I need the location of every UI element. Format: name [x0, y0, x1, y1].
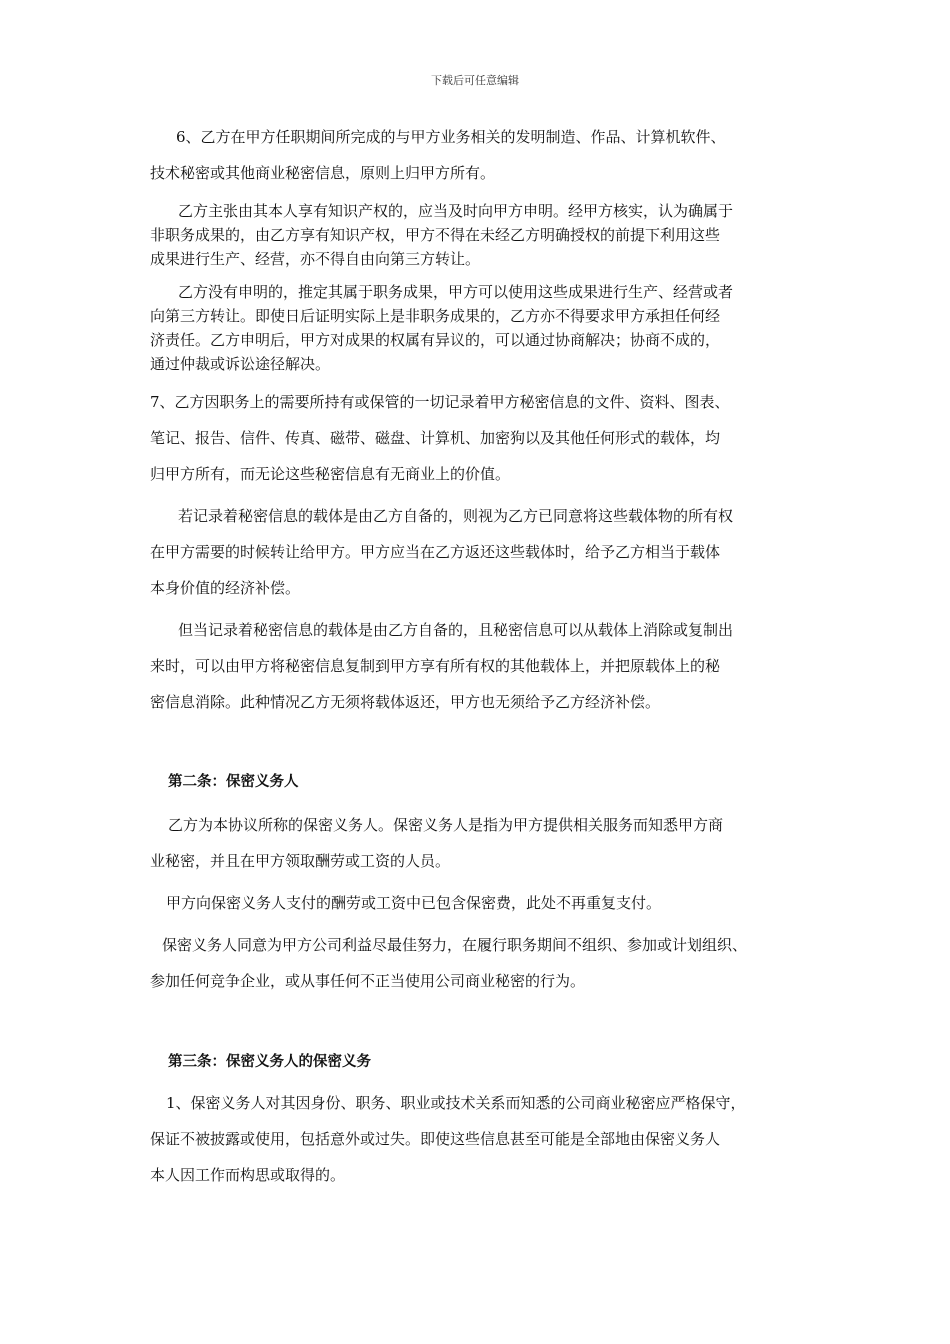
paragraph-line: 本身价值的经济补偿。: [150, 579, 301, 597]
paragraph-line: 甲方向保密义务人支付的酬劳或工资中已包含保密费，此处不再重复支付。: [166, 894, 662, 912]
page-header: 下载后可任意编辑: [431, 74, 519, 87]
paragraph-line: 密信息消除。此种情况乙方无须将载体返还，甲方也无须给予乙方经济补偿。: [150, 693, 661, 711]
paragraph-line: 若记录着秘密信息的载体是由乙方自备的，则视为乙方已同意将这些载体物的所有权: [178, 507, 734, 525]
paragraph-line: 乙方为本协议所称的保密义务人。保密义务人是指为甲方提供相关服务而知悉甲方商: [168, 816, 724, 834]
paragraph-line: 在甲方需要的时候转让给甲方。甲方应当在乙方返还这些载体时，给予乙方相当于载体: [150, 543, 721, 561]
paragraph-line: 参加任何竞争企业，或从事任何不正当使用公司商业秘密的行为。: [150, 972, 586, 990]
paragraph-line: 保证不被披露或使用，包括意外或过失。即使这些信息甚至可能是全部地由保密义务人: [150, 1130, 721, 1148]
paragraph-line: 但当记录着秘密信息的载体是由乙方自备的，且秘密信息可以从载体上消除或复制出: [178, 621, 734, 639]
paragraph-line: 通过仲裁或诉讼途径解决。: [150, 355, 331, 373]
paragraph-line: 业秘密，并且在甲方领取酬劳或工资的人员。: [150, 852, 451, 870]
paragraph-line: 来时，可以由甲方将秘密信息复制到甲方享有所有权的其他载体上，并把原载体上的秘: [150, 657, 721, 675]
section-heading: 第二条：保密义务人: [168, 774, 299, 790]
section-heading: 第三条：保密义务人的保密义务: [168, 1054, 371, 1070]
paragraph-line: 济责任。乙方申明后，甲方对成果的权属有异议的，可以通过协商解决；协商不成的，: [150, 331, 721, 349]
paragraph-line: 1、保密义务人对其因身份、职务、职业或技术关系而知悉的公司商业秘密应严格保守，: [166, 1094, 746, 1112]
paragraph-line: 6、乙方在甲方任职期间所完成的与甲方业务相关的发明制造、作品、计算机软件、: [176, 128, 726, 146]
paragraph-line: 技术秘密或其他商业秘密信息，原则上归甲方所有。: [150, 164, 496, 182]
paragraph-line: 向第三方转让。即使日后证明实际上是非职务成果的，乙方亦不得要求甲方承担任何经: [150, 307, 721, 325]
paragraph-line: 归甲方所有，而无论这些秘密信息有无商业上的价值。: [150, 465, 511, 483]
paragraph-line: 保密义务人同意为甲方公司利益尽最佳努力，在履行职务期间不组织、参加或计划组织、: [162, 936, 748, 954]
paragraph-line: 本人因工作而构思或取得的。: [150, 1166, 346, 1184]
paragraph-line: 乙方没有申明的，推定其属于职务成果，甲方可以使用这些成果进行生产、经营或者: [178, 283, 734, 301]
paragraph-line: 乙方主张由其本人享有知识产权的，应当及时向甲方申明。经甲方核实，认为确属于: [178, 202, 734, 220]
paragraph-line: 成果进行生产、经营，亦不得自由向第三方转让。: [150, 250, 481, 268]
paragraph-line: 非职务成果的，由乙方享有知识产权，甲方不得在未经乙方明确授权的前提下利用这些: [150, 226, 721, 244]
paragraph-line: 7、乙方因职务上的需要所持有或保管的一切记录着甲方秘密信息的文件、资料、图表、: [150, 393, 730, 411]
paragraph-line: 笔记、报告、信件、传真、磁带、磁盘、计算机、加密狗以及其他任何形式的载体，均: [150, 429, 721, 447]
